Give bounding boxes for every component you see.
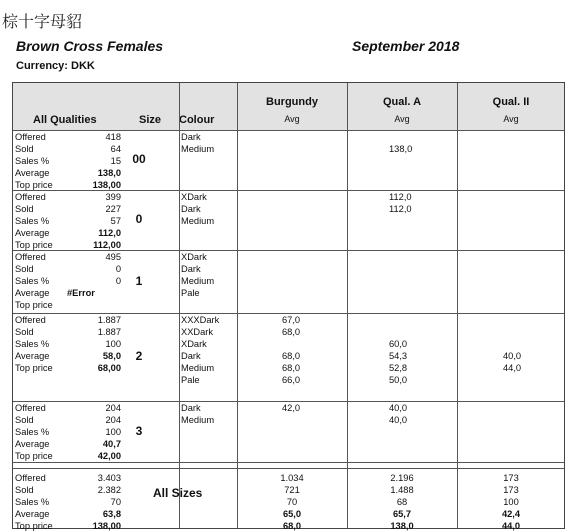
colour-name: Medium — [181, 363, 215, 373]
qual-a-avg: 54,3 — [389, 351, 408, 361]
total-value: 3.403 — [97, 473, 121, 483]
row-label: Sold — [15, 415, 34, 425]
total-burgundy: 70 — [286, 497, 298, 507]
qual-a-avg: 40,0 — [389, 403, 408, 413]
row-label: Sales % — [15, 216, 50, 226]
total-qual-ii: 100 — [503, 497, 519, 507]
row-value: 399 — [105, 192, 121, 202]
row-value: 1.887 — [97, 315, 121, 325]
row-label: Top price — [15, 363, 53, 373]
qual-ii-avg: 40,0 — [503, 351, 522, 361]
total-row-label: Sales % — [15, 497, 50, 507]
colour-name: Dark — [181, 264, 201, 274]
row-label: Average — [15, 351, 50, 361]
row-label: Sold — [15, 144, 34, 154]
header-size: Size — [139, 114, 162, 126]
colour-name: Pale — [181, 375, 200, 385]
colour-name: XXXDark — [181, 315, 220, 325]
total-qual-ii: 42,4 — [501, 509, 521, 519]
total-burgundy: 721 — [284, 485, 300, 495]
row-label: Sales % — [15, 427, 50, 437]
row-value: 58,0 — [102, 351, 121, 361]
row-label: Average — [15, 228, 50, 238]
row-value: 112,00 — [93, 240, 121, 250]
colour-name: Pale — [181, 288, 200, 298]
row-label: Average — [15, 439, 50, 449]
row-label: Sales % — [15, 276, 50, 286]
header-burgundy-avg: Avg — [284, 114, 300, 124]
total-qual-a: 138,0 — [390, 521, 414, 531]
qual-ii-avg: 44,0 — [503, 363, 522, 373]
total-value: 2.382 — [97, 485, 121, 495]
colour-name: Dark — [181, 204, 201, 214]
total-value: 63,8 — [102, 509, 121, 519]
row-value: 100 — [105, 427, 121, 437]
header-qual-a-avg: Avg — [394, 114, 410, 124]
row-value: 1.887 — [97, 327, 121, 337]
row-label: Top price — [15, 180, 53, 190]
header-colour: Colour — [179, 114, 215, 126]
row-value: 15 — [110, 156, 121, 166]
total-qual-a: 2.196 — [390, 473, 414, 483]
row-value: #Error — [67, 288, 95, 298]
total-burgundy: 68,0 — [282, 521, 302, 531]
total-qual-a: 1.488 — [390, 485, 414, 495]
qual-a-avg: 52,8 — [389, 363, 408, 373]
row-label: Offered — [15, 403, 46, 413]
row-label: Top price — [15, 451, 53, 461]
total-row-label: Top price — [15, 521, 53, 531]
row-value: 204 — [105, 403, 121, 413]
total-qual-a: 68 — [396, 497, 408, 507]
header-all-qualities: All Qualities — [33, 114, 97, 126]
header-qual-a: Qual. A — [382, 96, 422, 108]
row-label: Sales % — [15, 339, 50, 349]
total-qual-ii: 44,0 — [501, 521, 521, 531]
report-title: Brown Cross Females — [16, 38, 164, 54]
row-value: 0 — [115, 264, 121, 274]
size-label: 00 — [132, 152, 146, 166]
row-value: 57 — [110, 216, 121, 226]
qual-a-avg: 138,0 — [389, 144, 413, 154]
burgundy-avg: 67,0 — [282, 315, 301, 325]
header-burgundy: Burgundy — [266, 96, 318, 108]
row-label: Top price — [15, 240, 53, 250]
row-value: 138,0 — [97, 168, 121, 178]
row-label: Sold — [15, 327, 34, 337]
row-value: 112,0 — [98, 228, 121, 238]
total-value: 70 — [110, 497, 121, 507]
row-value: 40,7 — [102, 439, 121, 449]
row-value: 100 — [105, 339, 121, 349]
colour-name: Medium — [181, 276, 215, 286]
qual-a-avg: 112,0 — [389, 192, 412, 202]
row-value: 64 — [110, 144, 121, 154]
size-label: 2 — [135, 349, 143, 363]
header-qual-ii: Qual. II — [492, 96, 530, 108]
total-qual-ii: 173 — [503, 473, 519, 483]
burgundy-avg: 66,0 — [282, 375, 301, 385]
size-label: 1 — [135, 274, 143, 288]
total-row-label: Sold — [15, 485, 34, 495]
size-label: 0 — [135, 212, 143, 226]
colour-name: XDark — [181, 192, 207, 202]
colour-name: Medium — [181, 415, 215, 425]
size-label: 3 — [135, 424, 143, 438]
total-row-label: Average — [15, 509, 50, 519]
total-value: 138,00 — [92, 521, 121, 531]
row-label: Offered — [15, 315, 46, 325]
row-value: 42,00 — [97, 451, 121, 461]
total-burgundy: 65,0 — [282, 509, 302, 519]
report-date: September 2018 — [352, 38, 460, 54]
total-divider — [13, 468, 564, 469]
page-caption: 棕十字母貂 — [2, 12, 83, 31]
total-qual-a: 65,7 — [392, 509, 412, 519]
colour-name: XDark — [181, 252, 207, 262]
row-value: 0 — [115, 276, 121, 286]
burgundy-avg: 42,0 — [282, 403, 301, 413]
row-label: Average — [15, 288, 50, 298]
row-value: 495 — [105, 252, 121, 262]
auction-results-table — [12, 82, 565, 529]
colour-name: Medium — [181, 144, 215, 154]
row-label: Offered — [15, 132, 46, 142]
row-value: 68,00 — [97, 363, 121, 373]
row-label: Average — [15, 168, 50, 178]
row-label: Sold — [15, 264, 34, 274]
qual-a-avg: 60,0 — [389, 339, 408, 349]
burgundy-avg: 68,0 — [282, 363, 301, 373]
row-divider — [13, 462, 564, 463]
row-label: Sales % — [15, 156, 50, 166]
colour-name: XXDark — [181, 327, 214, 337]
colour-name: Medium — [181, 216, 215, 226]
row-value: 418 — [105, 132, 121, 142]
currency-label: Currency: DKK — [16, 60, 95, 72]
all-sizes-label: All Sizes — [153, 486, 203, 500]
burgundy-avg: 68,0 — [282, 327, 301, 337]
row-label: Offered — [15, 252, 46, 262]
row-label: Sold — [15, 204, 34, 214]
qual-a-avg: 112,0 — [389, 204, 412, 214]
colour-name: XDark — [181, 339, 207, 349]
qual-a-avg: 40,0 — [389, 415, 408, 425]
row-value: 227 — [105, 204, 121, 214]
header-qual-ii-avg: Avg — [503, 114, 519, 124]
row-value: 204 — [105, 415, 121, 425]
total-row-label: Offered — [15, 473, 46, 483]
total-burgundy: 1.034 — [280, 473, 304, 483]
row-label: Offered — [15, 192, 46, 202]
total-qual-ii: 173 — [503, 485, 519, 495]
colour-name: Dark — [181, 403, 201, 413]
row-label: Top price — [15, 300, 53, 310]
row-value: 138,00 — [92, 180, 121, 190]
colour-name: Dark — [181, 132, 201, 142]
colour-name: Dark — [181, 351, 201, 361]
burgundy-avg: 68,0 — [282, 351, 301, 361]
qual-a-avg: 50,0 — [389, 375, 408, 385]
